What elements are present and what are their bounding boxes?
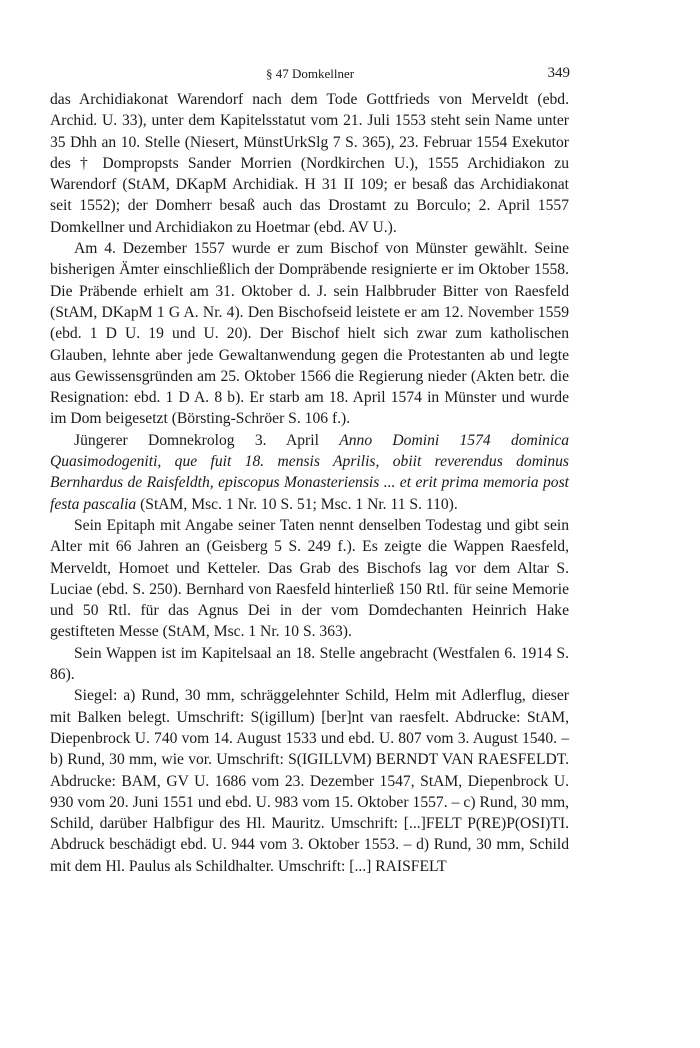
text-run: Siegel: a) Rund, 30 mm, schräggelehnter Schild, Helm mit Adlerflug, dieser mit Balken belegt. Umschrift: S(igillum) [ber]nt van raesfelt. Abdrucke: StAM, Diepenbrock U. 740 vom 14. August 1533 und ebd. U. 807 vom 3. August 1540. – b) Rund, 30 mm, wie vor. Umschrift: S(IGILLVM) BERNDT VAN RAESFELDT. Abdrucke: BAM, GV U. 1686 vom 23. Dezember 1547, StAM, Diepenbrock U. 930 vom 20. Juni 1551 und ebd. U. 983 vom 15. Oktober 1557. – c) Rund, 30 mm, Schild, darüber Halbfigur des Hl. Mauritz. Umschrift: [...]FELT P(RE)P(OSI)TI. Abdruck beschädigt ebd. U. 944 vom 3. Oktober 1553. – d) Rund, 30 mm, Schild mit dem Hl. Paulus als Schildhalter. Umschrift: [...] RAISFELT [50, 687, 569, 875]
paragraph [50, 89, 569, 238]
paragraph [50, 430, 569, 515]
running-header [50, 66, 570, 86]
italic-quote: Anno Domini 1574 dominica Quasimodogeniti, que fuit 18. mensis Aprilis, obiit reverendus dominus Bernhardus de Raisfeldth, episcopus Monasteriensis ... et erit prima memoria post festa pascalia [50, 431, 569, 513]
text-run: Jüngerer Domnekrolog 3. April [74, 431, 340, 449]
body-text [50, 89, 569, 877]
running-title: § 47 Domkellner [265, 66, 355, 81]
text-run: das Archidiakonat Warendorf nach dem Tode Gottfrieds von Merveldt (ebd. Archid. U. 33), unter dem Kapitelsstatut vom 21. Juli 1553 steht sein Name unter 35 Dhh an 10. Stelle (Niesert, MünstUrkSlg 7 S. 365), 23. Februar 1554 Exekutor des † Dompropsts Sander Morrien (Nordkirchen U.), 1555 Archidiakon zu Warendorf (StAM, DKapM Archidiak. H 31 II 109; er besaß das Archidiakonat seit 1552); der Domherr besaß auch das Drostamt zu Borculo; 2. April 1557 Domkellner und Archidiakon zu Hoetmar (ebd. AV U.). [50, 91, 569, 236]
text-run: Sein Wappen ist im Kapitelsaal an 18. Stelle angebracht (Westfalen 6. 1914 S. 86). [50, 644, 569, 684]
paragraph [50, 238, 569, 430]
paragraph [50, 515, 569, 643]
text-run: Am 4. Dezember 1557 wurde er zum Bischof von Münster gewählt. Seine bisherigen Ämter einschließlich der Dompräbende resignierte er im Oktober 1558. Die Präbende erhielt am 31. Oktober d. J. sein Halbbruder Bitter von Raesfeld (StAM, DKapM 1 G A. Nr. 4). Den Bischofseid leistete er am 12. November 1559 (ebd. 1 D U. 19 und U. 20). Der Bischof hielt sich zwar zum katholischen Glauben, lehnte aber jede Gewaltanwendung gegen die Protestanten ab und legte aus Gewissensgründen am 25. Oktober 1566 die Regierung nieder (Akten betr. die Resignation: ebd. 1 D A. 8 b). Er starb am 18. April 1574 in Münster und wurde im Dom beigesetzt (Börsting-Schröer S. 106 f.). [50, 240, 569, 428]
paragraph [50, 643, 569, 686]
text-run: Sein Epitaph mit Angabe seiner Taten nennt denselben Todestag und gibt sein Alter mit 66 Jahren an (Geisberg 5 S. 249 f.). Es zeigte die Wappen Raesfeld, Merveldt, Homoet und Ketteler. Das Grab des Bischofs lag vor dem Altar S. Luciae (ebd. S. 250). Bernhard von Raesfeld hinterließ 150 Rtl. für seine Memorie und 50 Rtl. für das Agnus Dei in der vom Domdechanten Heinrich Hake gestifteten Messe (StAM, Msc. 1 Nr. 10 S. 363). [50, 516, 569, 641]
page-number: 349 [547, 65, 570, 81]
text-run: (StAM, Msc. 1 Nr. 10 S. 51; Msc. 1 Nr. 11 S. 110). [136, 495, 458, 513]
paragraph [50, 685, 569, 877]
